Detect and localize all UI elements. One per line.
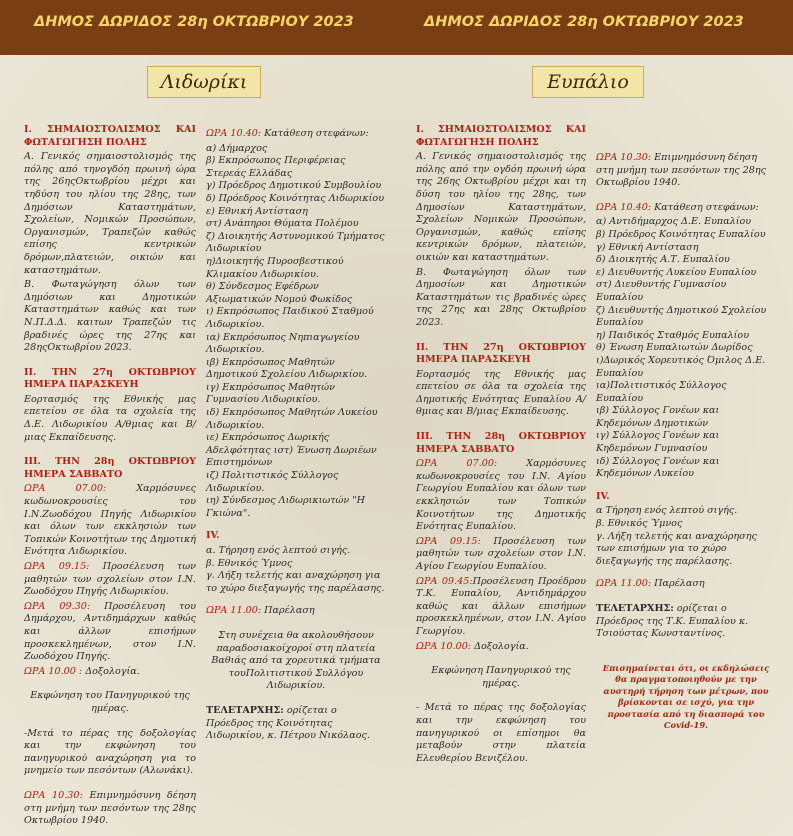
list-item: ε) Διευθυντής Λυκείου Ευπαλίου xyxy=(596,266,757,278)
efpalio-column-2 xyxy=(596,152,776,734)
list-item: ι)Δωρικός Χορευτικός Όμιλος Δ.Ε. Ευπαλίου xyxy=(596,354,766,379)
section-heading: ΙΙ. ΤΗΝ 27η ΟΚΤΩΒΡΙΟΥ ΗΜΕΡΑ ΠΑΡΑΣΚΕΥΗ xyxy=(416,341,586,366)
efpalio-column-1 xyxy=(416,124,586,767)
list-item: ζ) Διευθυντής Δημοτικού Σχολείου Ευπαλίου xyxy=(596,304,767,329)
closing-list xyxy=(206,545,386,595)
time-label: ΩΡΑ 10.00 : xyxy=(24,665,83,677)
time-text: Επιμνημόσυνη δέηση στη μνήμη των πεσόντων της 28ης Οκτωβρίου 1940. xyxy=(596,152,766,189)
master-of-ceremonies-text: ορίζεται ο Πρόεδρος της Τ.Κ. Ευπαλίου κ. Τσιούστας Κωνσταντίνος. xyxy=(596,603,749,640)
header-bar xyxy=(0,0,793,55)
list-item: ιβ) Εκπρόσωπος Μαθητών Δημοτικού Σχολείου Λιδωρικίου. xyxy=(206,356,368,381)
list-item: γ) Πρόεδρος Δημοτικού Συμβουλίου xyxy=(206,180,382,192)
list-item: ιδ) Σύλλογος Γονέων και Κηδεμόνων Λυκείου xyxy=(596,455,720,480)
schedule-item xyxy=(206,605,386,618)
list-item: ιζ) Πολιτιστικός Σύλλογος Λιδωρικίου. xyxy=(206,470,339,494)
time-text: Προσέλευση Προέδρου Τ.Κ. Ευπαλίου, Αντιδημάρχου καθώς και άλλων επισήμων προσκεκλημένων, στον Ι.Ν. Αγίου Γεωργίου. xyxy=(416,575,586,637)
time-label: ΩΡΑ 09.15: xyxy=(24,561,90,572)
schedule-item xyxy=(24,601,196,664)
wreath-list xyxy=(206,143,386,521)
list-item: ζ) Διοικητής Αστυνομικού Τμήματος Λιδωρικίου xyxy=(206,230,385,255)
time-label: ΩΡΑ 10.30: xyxy=(24,789,83,801)
time-text: Κατάθεση στεφάνων: xyxy=(651,201,759,213)
paragraph: Εκφώνηση του Πανηγυρικού της ημέρας. xyxy=(30,690,190,714)
list-item: θ) Σύνδεσμος Εφέδρων Αξιωματικών Νομού Φωκίδος xyxy=(206,281,353,305)
list-item: β) Εκπρόσωπος Περιφέρειας Στερεάς Ελλάδας xyxy=(206,155,346,179)
schedule-item xyxy=(416,536,586,574)
time-text: Παρέλαση xyxy=(261,605,315,617)
list-item: ιγ) Εκπρόσωπος Μαθητών Γυμνασίου Λιδωρικίου. xyxy=(206,381,335,406)
time-text: Δοξολογία. xyxy=(471,640,529,652)
time-label: ΩΡΑ 07.00: xyxy=(24,483,107,495)
paragraph: Εορτασμός της Εθνικής μας επετείου σε όλα τα σχολεία της Δημοτικής Ενότητας Ευπαλίου Α/θμιας και Β/μιας Εκπαίδευσης. xyxy=(416,368,586,418)
list-item: ιη) Σύνδεσμος Λιδωρικιωτών "Η Γκιώνα". xyxy=(206,495,366,519)
time-label: ΩΡΑ 07.00: xyxy=(416,458,498,470)
list-item: στ) Διευθυντής Γυμνασίου Ευπαλίου xyxy=(596,279,727,303)
paragraph: Εορτασμός της Εθνικής μας επετείου σε όλα τα σχολεία της Δ.Ε. Λιδωρικίου Α/θμιας και Β/μιας Εκπαίδευσης. xyxy=(24,393,196,443)
time-text: Χαρμόσυνες κωδωνοκρουσίες του Ι.Ν. Αγίου Γεωργίου Ευπαλίου και όλων των εκκλησιών των Τοπικών Κοινοτήτων της Δημοτικής Ενότητας Ευπαλίου. xyxy=(416,458,586,533)
schedule-item xyxy=(596,578,776,591)
schedule-item xyxy=(596,152,776,190)
list-item: ιε) Εκπρόσωπος Δωρικής Αδελφότητας ιστ) Ένωση Δωριέων Επιστημόνων xyxy=(206,432,377,469)
paragraph: - Μετά το πέρας της δοξολογίας και την εκφώνηση του πανηγυρικού οι επίσημοι θα μεταβούν στην πλατεία Ελευθερίου Βενιζέλου. xyxy=(416,702,586,764)
list-item: η)Διοικητής Πυροσβεστικού Κλιμακίου Λιδωρικίου. xyxy=(206,255,344,280)
master-of-ceremonies-label: ΤΕΛΕΤΑΡΧΗΣ: xyxy=(206,704,284,716)
list-item: θ) Ένωση Ευπαλιωτών Δωρίδος xyxy=(596,342,753,354)
list-item: β. Εθνικός Ύμνος xyxy=(596,518,683,530)
paragraph: Α. Γενικός σημαιοστολισμός της πόλης από την ογδόη πρωινή ώρα της 26ης Οκτωβρίου μέχρι και τη δύση του ηλίου της 28ης, των Δημοσίων Καταστημάτων, Σχολείων Νομικών Προσώπων, Οργανισμών, καθώς επίσης κεντρικών δρόμων, πλατειών, οικιών και καταστημάτων. xyxy=(416,151,586,263)
paragraph: Εκφώνηση Πανηγυρικού της ημέρας. xyxy=(431,665,571,689)
lidoriki-column-1 xyxy=(24,124,196,830)
time-label: ΩΡΑ 10.30: xyxy=(596,152,652,163)
time-label: ΩΡΑ 09.45: xyxy=(416,575,473,587)
closing-list xyxy=(596,505,776,568)
list-item: ιβ) Σύλλογος Γονέων και Κηδεμόνων Δημοτικών xyxy=(596,405,720,429)
schedule-item xyxy=(416,458,586,534)
list-item: ιγ) Σύλλογος Γονέων και Κηδεμόνων Γυμνασίου xyxy=(596,430,720,455)
list-item: ια) Εκπρόσωπος Νηπιαγωγείου Λιδωρικίου. xyxy=(206,331,360,356)
section-heading: ΙΙ. ΤΗΝ 27η ΟΚΤΩΒΡΙΟΥ ΗΜΕΡΑ ΠΑΡΑΣΚΕΥΗ xyxy=(24,366,196,391)
schedule-item xyxy=(206,128,386,141)
banner-efpalio: Ευπάλιο xyxy=(532,66,644,98)
schedule-item xyxy=(596,202,776,215)
list-item: ια)Πολιτιστικός Σύλλογος Ευπαλίου xyxy=(596,380,727,404)
list-item: γ. Λήξη τελετής και αναχώρηση για το χώρο διεξαγωγής της παρέλασης. xyxy=(206,570,385,594)
list-item: δ) Πρόεδρος Κοινότητας Λιδωρικίου xyxy=(206,192,385,204)
header-left: ΔΗΜΟΣ ΔΩΡΙΔΟΣ 28η ΟΚΤΩΒΡΙΟΥ 2023 xyxy=(34,14,354,30)
time-label: ΩΡΑ 09.15: xyxy=(416,535,481,547)
paragraph: Στη συνέχεια θα ακολουθήσουν παραδοσιακοίχοροί στη πλατεία Βαθιάς από τα χορευτικά τμήματα τουΠολιτιστικού Συλλόγου Λιδωρικίου. xyxy=(211,629,381,692)
time-text: Προσέλευση του Δημάρχου, Αντιδημάρχων καθώς και άλλων επισήμων προσκεκλημένων, στον Ι.Ν. Ζωοδόχου Πηγής. xyxy=(24,600,196,663)
list-item: ιδ) Εκπρόσωπος Μαθητών Λυκείου Λιδωρικίου. xyxy=(206,407,378,431)
time-text: Κατάθεση στεφάνων: xyxy=(261,128,369,139)
time-text: Προσέλευση των μαθητών των σχολείων στον Ι.Ν. Ζωοδόχου Πηγής Λιδωρικίου. xyxy=(24,561,196,598)
section-heading: Ι. ΣΗΜΑΙΟΣΤΟΛΙΣΜΟΣ ΚΑΙ ΦΩΤΑΓΩΓΗΣΗ ΠΟΛΗΣ xyxy=(24,124,196,148)
schedule-item xyxy=(24,790,196,828)
header-right: ΔΗΜΟΣ ΔΩΡΙΔΟΣ 28η ΟΚΤΩΒΡΙΟΥ 2023 xyxy=(424,14,744,30)
paragraph: Β. Φωταγώγηση όλων των Δημοσίων και Δημοτικών Καταστημάτων τις βραδινές ώρες της 27ης και 28ης Οκτωβρίου 2023. xyxy=(416,266,586,328)
list-item: γ. Λήξη τελετής και αναχώρησης των επισήμων για το χώρο διεξαγωγής της παρέλασης. xyxy=(596,530,757,567)
time-label: ΩΡΑ 09.30: xyxy=(24,600,91,612)
covid-note: Επισημαίνεται ότι, οι εκδηλώσεις θα πραγματοποιηθούν με την αυστηρή τήρηση των μέτρων, που βρίσκονται σε ισχύ, για την προστασία από τη διασπορά του Covid-19. xyxy=(602,662,770,731)
paragraph: -Μετά το πέρας της δοξολογίας και την εκφώνηση του πανηγυρικού αναχώρηση για το μνημείο των πεσόντων (Αλωνάκι). xyxy=(24,727,196,777)
lidoriki-column-2 xyxy=(206,128,386,745)
paragraph: Β. Φωταγώγηση όλων των Δημόσιων και Δημοτικών Καταστημάτων καθώς και των Ν.Π.Δ.Δ. καιτων Τραπεζών τις βραδινές ώρες της 27ης και 28ηςΟκτωβρίου 2023. xyxy=(24,279,196,354)
list-item: α) Δήμαρχος xyxy=(206,142,268,154)
time-label: ΩΡΑ 10.40: xyxy=(596,201,652,213)
schedule-item xyxy=(416,641,586,654)
schedule-item xyxy=(416,576,586,639)
time-label: ΩΡΑ 10.00: xyxy=(416,640,472,652)
list-item: α) Αντιδήμαρχος Δ.Ε. Ευπαλίου xyxy=(596,216,752,228)
time-text: Παρέλαση xyxy=(651,578,705,590)
time-label: ΩΡΑ 11.00: xyxy=(206,605,262,617)
list-item: στ) Ανάπηροι Θύματα Πολέμου xyxy=(206,218,359,230)
list-item: ε) Εθνική Αντίσταση xyxy=(206,205,308,217)
paragraph: Α. Γενικός σημαιοστολισμός της πόλης από τηνογδόη πρωινή ώρα της 26ηςΟκτωβρίου μέχρι και τηδύση του ηλίου της 28ης, των Δημόσιων Καταστημάτων, Σχολείων, Νομικών Προσώπων, Οργανισμών, Τραπεζών καθώς επίσης κεντρικών δρόμων,πλατειών, οικιών και καταστημάτων. xyxy=(24,151,196,276)
list-item: β. Εθνικός Ύμνος xyxy=(206,557,293,569)
banner-lidoriki: Λιδωρίκι xyxy=(147,66,261,98)
schedule-item xyxy=(24,561,196,599)
list-item: α. Τήρηση ενός λεπτού σιγής. xyxy=(206,545,351,556)
list-item: γ) Εθνική Αντίσταση xyxy=(596,241,699,253)
section-heading: ΙΙΙ. ΤΗΝ 28η ΟΚΤΩΒΡΙΟΥ ΗΜΕΡΑ ΣΑΒΒΑΤΟ xyxy=(416,431,586,455)
time-text: Επιμνημόσυνη δέηση στη μνήμη των πεσόντων της 28ης Οκτωβρίου 1940. xyxy=(24,789,196,827)
time-label: ΩΡΑ 10.40: xyxy=(206,128,262,139)
list-item: δ) Διοικητής Α.Τ. Ευπαλίου xyxy=(596,254,730,266)
section-heading: IV. xyxy=(596,490,610,502)
master-of-ceremonies-text: ορίζεται ο Πρόεδρος της Κοινότητας Λιδωρικίου, κ. Πέτρου Νικόλαος. xyxy=(206,704,370,742)
wreath-list xyxy=(596,216,776,480)
master-of-ceremonies-label: ΤΕΛΕΤΑΡΧΗΣ: xyxy=(596,603,674,614)
time-label: ΩΡΑ 11.00: xyxy=(596,578,652,590)
section-heading: ΙΙΙ. ΤΗΝ 28η ΟΚΤΩΒΡΙΟΥ ΗΜΕΡΑ ΣΑΒΒΑΤΟ xyxy=(24,456,196,480)
list-item: β) Πρόεδρος Κοινότητας Ευπαλίου xyxy=(596,228,766,240)
list-item: α Τήρηση ενός λεπτού σιγής. xyxy=(596,505,738,517)
time-text: Χαρμόσυνες κωδωνοκρουσίες του Ι.Ν.Ζωοδόχου Πηγής Λιδωρικίου και όλων των εκκλησιών των Τοπικών Κοινοτήτων της Δημοτική Ενότητα Λιδωρικίου. xyxy=(24,483,196,558)
time-text: Προσέλευση των μαθητών των σχολείων στον Ι.Ν. Αγίου Γεωργίου Ευπαλίου. xyxy=(416,535,586,572)
list-item: ι) Εκπρόσωπος Παιδικού Σταθμού Λιδωρικίου. xyxy=(206,306,374,330)
time-text: Δοξολογία. xyxy=(82,665,140,677)
schedule-item xyxy=(24,666,196,679)
list-item: η) Παιδικός Σταθμός Ευπαλίου xyxy=(596,329,750,341)
schedule-item xyxy=(24,483,196,559)
section-heading: IV. xyxy=(206,530,220,542)
section-heading: Ι. ΣΗΜΑΙΟΣΤΟΛΙΣΜΟΣ ΚΑΙ ΦΩΤΑΓΩΓΗΣΗ ΠΟΛΗΣ xyxy=(416,124,586,148)
